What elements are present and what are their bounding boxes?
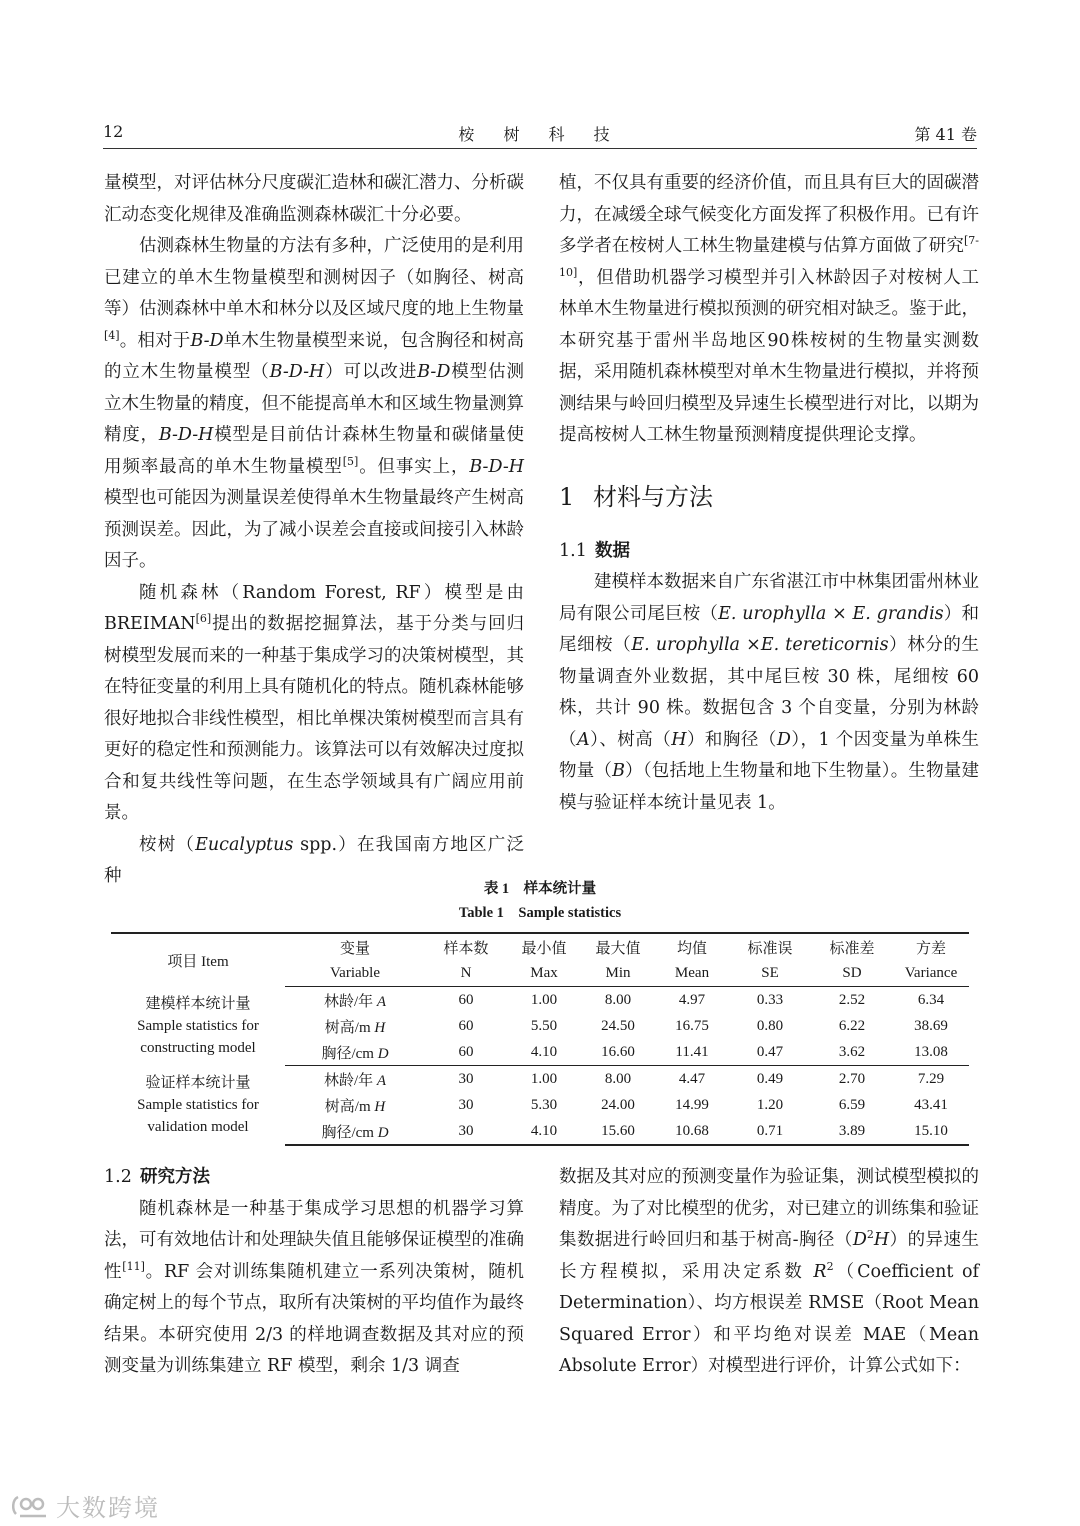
watermark: 大数跨境: [10, 1488, 160, 1523]
paragraph: 植，不仅具有重要的经济价值，而且具有巨大的固碳潜力，在减缓全球气候变化方面发挥了积极作用。已有许多学者在桉树人工林生物量建模与估算方面做了研究[7-10]，但借助机器学习模型并引入林龄因子对桉树人工林单木生物量进行模拟预测的研究相对缺乏。鉴于此，本研究基于雷州半岛地区90株桉树的生物量实测数据，采用随机森林模型对单木生物量进行模拟，并将预测结果与岭回归模型及异速生长模型进行对比，以期为提高桉树人工林生物量预测精度提供理论支撑。: [559, 173, 979, 445]
left-column-top: [104, 168, 524, 893]
group-label: 建模样本统计量 Sample statistics for constructing model: [137, 996, 259, 1056]
page-header: [103, 118, 977, 149]
table-row: 验证样本统计量 Sample statistics for validation model 林龄/年 A 30 1.00 8.00 4.47 0.49 2.70 7.29: [111, 1066, 969, 1093]
table-row: 胸径/cm D 60 4.10 16.60 11.41 0.47 3.62 13.08: [111, 1039, 969, 1066]
paragraph: 估测森林生物量的方法有多种，广泛使用的是利用已建立的单木生物量模型和测树因子（如胸径、树高等）估测森林中单木和林分以及区域尺度的地上生物量[4]。相对于B-D单木生物量模型来说，包含胸径和树高的立木生物量模型（B-D-H）可以改进B-D模型估测立木生物量的精度，但不能提高单木和区域生物量测算精度，B-D-H模型是目前估计森林生物量和碳储量使用频率最高的单木生物量模型[5]。但事实上，B-D-H模型也可能因为测量误差使得单木生物量最终产生树高预测误差。因此，为了减小误差会直接或间接引入林龄因子。: [104, 236, 525, 571]
paragraph: 量模型，对评估林分尺度碳汇造林和碳汇潜力、分析碳汇动态变化规律及准确监测森林碳汇十分必要。: [104, 173, 524, 225]
table-row: 树高/m H 60 5.50 24.50 16.75 0.80 6.22 38.69: [324, 1017, 948, 1036]
left-column-bottom: [104, 1162, 524, 1383]
paragraph: 建模样本数据来自广东省湛江市中林集团雷州林业局有限公司尾巨桉（E. urophylla × E. grandis）和尾细桉（E. urophylla ×E. tereticornis）林分的生物量调查外业数据，其中尾巨桉 30 株，尾细桉 60 株，共计 90 株。数据包含 3 个自变量，分别为林龄（A）、树高（H）和胸径（D），1 个因变量为单株生物量（B）（包括地上生物量和地下生物量）。生物量建模与验证样本统计量见表 1。: [559, 572, 980, 813]
right-column-bottom: [559, 1162, 979, 1383]
table-row: 胸径/cm D 30 4.10 15.60 10.68 0.71 3.89 15.10: [111, 1118, 969, 1145]
subsection-heading: 1.2 研究方法: [104, 1167, 210, 1187]
sample-statistics-table: [111, 932, 969, 1146]
right-column-top: [559, 168, 979, 819]
journal-title: 桉 树 科 技: [458, 125, 622, 144]
paragraph: 数据及其对应的预测变量作为验证集，测试模型模拟的精度。为了对比模型的优劣，对已建立的训练集和验证集数据进行岭回归和基于树高-胸径$(D^2H)$的异速生长方程模拟，采用决定系数 $R^2(Coefficient$ of Determination）、均方根误差 RMSE（Root Mean Squared Error）和平均绝对误差 MAE（Mean Absolute Error）对模型进行评价，计算公式如下：: [559, 1167, 980, 1376]
table-row: 建模样本统计量 Sample statistics for constructing model 林龄/年 A 60 1.00 8.00 4.97 0.33 2.52 6.34: [111, 987, 969, 1014]
section-heading: 1 材料与方法: [559, 482, 713, 511]
table-header-row: 项目 Item 变量 样本数 最小值 最大值 均值 标准误 标准差 方差: [111, 933, 969, 960]
paragraph: 桉树（Eucalyptus spp.）在我国南方地区广泛种: [104, 834, 525, 886]
table-header-row: Variable N Max Min Mean SE SD Variance: [111, 960, 969, 987]
volume-label: 第 41 卷: [914, 125, 977, 144]
watermark-logo-icon: [10, 1492, 50, 1520]
group-label: 验证样本统计量 Sample statistics for validation model: [137, 1075, 259, 1136]
paragraph: 随机森林是一种基于集成学习思想的机器学习算法，可有效地估计和处理缺失值且能够保证模型的准确性[11]。RF 会对训练集随机建立一系列决策树，随机确定树上的每个节点，取所有决策树的平均值作为最终结果。本研究使用 2/3 的样地调查数据及其对应的预测变量为训练集建立 RF 模型，剩余 1/3 调查: [104, 1198, 524, 1376]
subsection-heading: 1.1 数据: [559, 540, 630, 561]
table-row: 树高/m H 30 5.30 24.00 14.99 1.20 6.59 43.41: [324, 1096, 948, 1115]
table-caption: 表 1 样本统计量 Table 1 Sample statistics: [458, 881, 622, 921]
page-number: 12: [103, 122, 124, 141]
paragraph: 随机森林（Random Forest, RF）模型是由BREIMAN[6]提出的数据挖掘算法，基于分类与回归树模型发展而来的一种基于集成学习的决策树模型，其在特征变量的利用上具有随机化的特点。随机森林能够很好地拟合非线性模型，相比单棵决策树模型而言具有更好的稳定性和预测能力。该算法可以有效解决过度拟合和复共线性等问题，在生态学领域具有广阔应用前景。: [104, 582, 524, 823]
